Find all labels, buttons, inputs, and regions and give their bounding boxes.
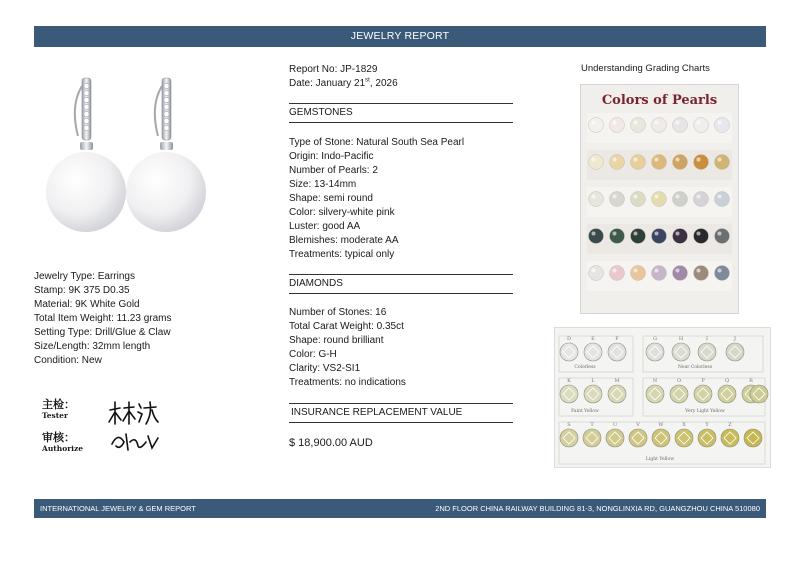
pearl-highlight	[718, 232, 722, 236]
left-earring	[46, 78, 126, 232]
report-header-bar	[34, 26, 766, 47]
spec-stamp: Stamp: 9K 375 D0.35	[34, 285, 130, 296]
diamond-grade-letter: T	[590, 422, 594, 428]
diamond-shape: Shape: round brilliant	[289, 335, 384, 346]
diamond-grade-letter: F	[615, 336, 619, 342]
pearl-swatch	[652, 266, 667, 281]
earrings-image	[38, 66, 218, 266]
diamond-grade-letter: W	[658, 422, 664, 428]
diamond-color: Color: G-H	[289, 349, 337, 360]
gem-size: Size: 13-14mm	[289, 179, 357, 190]
gemstones-details	[289, 136, 513, 262]
pearl-swatch	[715, 266, 730, 281]
diamond-grade-letter: O	[676, 378, 682, 384]
diamond-grade-letter: I	[706, 336, 708, 342]
pearl-highlight	[655, 232, 659, 236]
pearl-highlight	[676, 121, 680, 125]
pearl-highlight	[697, 232, 701, 236]
pearl-swatch	[610, 118, 625, 133]
pearl-highlight	[676, 158, 680, 162]
diamond-grade-letter: J	[733, 336, 737, 342]
diamond-grade-letter: Z	[728, 422, 732, 428]
pearl-highlight	[655, 195, 659, 199]
pearl-swatch	[652, 155, 667, 170]
diamond-grade-letter: N	[652, 378, 658, 384]
diamond-chart-swatches	[555, 328, 770, 467]
diamond-grade-label: Light Yellow	[645, 457, 675, 462]
pearl-swatch	[694, 155, 709, 170]
pearl-swatch	[673, 118, 688, 133]
gem-count: Number of Pearls: 2	[289, 165, 378, 176]
diamond-grade-label: Near Colorless	[677, 365, 713, 370]
pearl-chart-title: Colors of Pearls	[601, 93, 718, 108]
diamond-grade-letter: M	[614, 378, 620, 384]
pearl-swatch	[694, 118, 709, 133]
pearl-swatch	[631, 266, 646, 281]
pearl-highlight	[592, 158, 596, 162]
pearl-swatch	[673, 266, 688, 281]
diamond-grade-letter: R	[749, 378, 753, 384]
diamond-clarity: Clarity: VS2-SI1	[289, 363, 361, 374]
pearl-highlight	[634, 121, 638, 125]
diamonds-details	[289, 306, 513, 390]
pearl-swatch	[652, 229, 667, 244]
diamond-grade-letter: L	[591, 378, 595, 384]
pearl-swatch	[589, 155, 604, 170]
gem-color: Color: silvery-white pink	[289, 207, 395, 218]
authorize-label-cn: 审核：	[42, 431, 75, 444]
pearl-swatch	[610, 192, 625, 207]
pearl-swatch	[715, 118, 730, 133]
diamond-grade-letter: Y	[705, 422, 709, 428]
insurance-value: $ 18,900.00 AUD	[289, 437, 373, 449]
spec-total-weight: Total Item Weight: 11.23 grams	[34, 313, 172, 324]
diamond-grade-letter: X	[682, 422, 686, 428]
pearl-swatch	[694, 266, 709, 281]
pearl-color-chart	[580, 84, 739, 314]
pearl-swatch	[673, 229, 688, 244]
pearl-highlight	[655, 158, 659, 162]
gem-treatments: Treatments: typical only	[289, 249, 395, 260]
pearl-highlight	[718, 121, 722, 125]
pearl-chart-swatches	[581, 85, 738, 313]
pearl-swatch	[631, 118, 646, 133]
pearl-swatch	[589, 118, 604, 133]
authorize-label-en: Authorize	[42, 444, 84, 453]
handwritten-signatures	[106, 398, 162, 456]
insurance-heading-label: INSURANCE REPLACEMENT VALUE	[291, 407, 463, 418]
report-date: Date: January 21st, 2026	[289, 77, 398, 89]
pearl-swatch	[631, 155, 646, 170]
pearl-highlight	[634, 158, 638, 162]
pearl-swatch	[631, 192, 646, 207]
pearl-swatch	[610, 155, 625, 170]
pearl-swatch	[589, 266, 604, 281]
tester-label-cn: 主检：	[42, 398, 75, 411]
diamond-grade-letter: H	[678, 336, 684, 342]
pearl-highlight	[697, 158, 701, 162]
diamond-count: Number of Stones: 16	[289, 307, 387, 318]
pearl-highlight	[613, 158, 617, 162]
pearl-highlight	[592, 195, 596, 199]
pearl-highlight	[697, 269, 701, 273]
diamond-color-chart	[554, 327, 771, 468]
diamond-grade-letter: S	[567, 422, 571, 428]
diamond-grade-letter: G	[653, 336, 657, 342]
pearl-highlight	[613, 195, 617, 199]
pearl-highlight	[718, 158, 722, 162]
gem-origin: Origin: Indo-Pacific	[289, 151, 374, 162]
signature-block	[40, 396, 170, 458]
pearl-swatch	[652, 118, 667, 133]
right-earring	[126, 78, 206, 232]
item-specs	[34, 270, 171, 368]
gem-luster: Luster: good AA	[289, 221, 361, 232]
tester-label-en: Tester	[42, 411, 68, 420]
pearl-swatch	[673, 192, 688, 207]
spec-setting-type: Setting Type: Drill/Glue & Claw	[34, 327, 171, 338]
pearl-swatch	[610, 229, 625, 244]
report-footer-bar	[34, 499, 766, 518]
pearl-highlight	[634, 269, 638, 273]
pearl-swatch	[589, 229, 604, 244]
pearl-highlight	[613, 269, 617, 273]
grading-charts-title: Understanding Grading Charts	[581, 63, 710, 74]
pearl-highlight	[697, 195, 701, 199]
diamond-grade-label: Faint Yellow	[571, 409, 599, 414]
pearl-swatch	[631, 229, 646, 244]
gemstones-heading	[289, 103, 513, 123]
pearl-highlight	[592, 121, 596, 125]
pearl-swatch	[610, 266, 625, 281]
diamond-grade-letter: E	[591, 336, 595, 342]
spec-jewelry-type: Jewelry Type: Earrings	[34, 271, 135, 282]
diamond-grade-letter: U	[612, 422, 618, 428]
gem-blemishes: Blemishes: moderate AA	[289, 235, 399, 246]
pearl-highlight	[592, 269, 596, 273]
pearl-highlight	[613, 232, 617, 236]
diamonds-heading-label: DIAMONDS	[289, 278, 343, 289]
pearl-highlight	[718, 269, 722, 273]
gem-type: Type of Stone: Natural South Sea Pearl	[289, 137, 465, 148]
report-title: JEWELRY REPORT	[350, 30, 450, 42]
pearl-swatch	[694, 229, 709, 244]
diamonds-heading	[289, 274, 513, 294]
pearl-highlight	[655, 121, 659, 125]
pearl-swatch	[673, 155, 688, 170]
footer-organization: INTERNATIONAL JEWELRY & GEM REPORT	[40, 504, 196, 513]
pearl-highlight	[718, 195, 722, 199]
pearl-highlight	[676, 232, 680, 236]
footer-address: 2ND FLOOR CHINA RAILWAY BUILDING 81-3, NONGLINXIA RD, GUANGZHOU CHINA 510080	[435, 504, 760, 513]
diamond-grade-label: Colorless	[574, 365, 596, 370]
diamond-grade-letter: Q	[724, 378, 730, 384]
pearl-highlight	[613, 121, 617, 125]
pearl-highlight	[634, 195, 638, 199]
diamond-grade-label: Very Light Yellow	[685, 409, 725, 414]
pearl-swatch	[715, 155, 730, 170]
diamond-grade-letter: P	[701, 378, 705, 384]
diamond-carat: Total Carat Weight: 0.35ct	[289, 321, 404, 332]
spec-material: Material: 9K White Gold	[34, 299, 140, 310]
pearl-highlight	[676, 269, 680, 273]
diamond-treatments: Treatments: no indications	[289, 377, 406, 388]
diamond-grade-letter: V	[636, 422, 640, 428]
pearl-swatch	[715, 229, 730, 244]
report-number: Report No: JP-1829	[289, 64, 378, 75]
pearl-swatch	[694, 192, 709, 207]
insurance-heading	[289, 403, 513, 423]
pearl-highlight	[634, 232, 638, 236]
gemstones-heading-label: GEMSTONES	[289, 107, 353, 118]
diamond-grade-letter: K	[567, 378, 571, 384]
diamond-grade-letter: D	[566, 336, 572, 342]
report-meta	[289, 63, 513, 91]
pearl-swatch	[589, 192, 604, 207]
pearl-highlight	[655, 269, 659, 273]
pearl-highlight	[592, 232, 596, 236]
pearl-swatch	[715, 192, 730, 207]
pearl-highlight	[676, 195, 680, 199]
gem-shape: Shape: semi round	[289, 193, 373, 204]
spec-condition: Condition: New	[34, 355, 102, 366]
spec-size-length: Size/Length: 32mm length	[34, 341, 151, 352]
pearl-swatch	[652, 192, 667, 207]
pearl-highlight	[697, 121, 701, 125]
